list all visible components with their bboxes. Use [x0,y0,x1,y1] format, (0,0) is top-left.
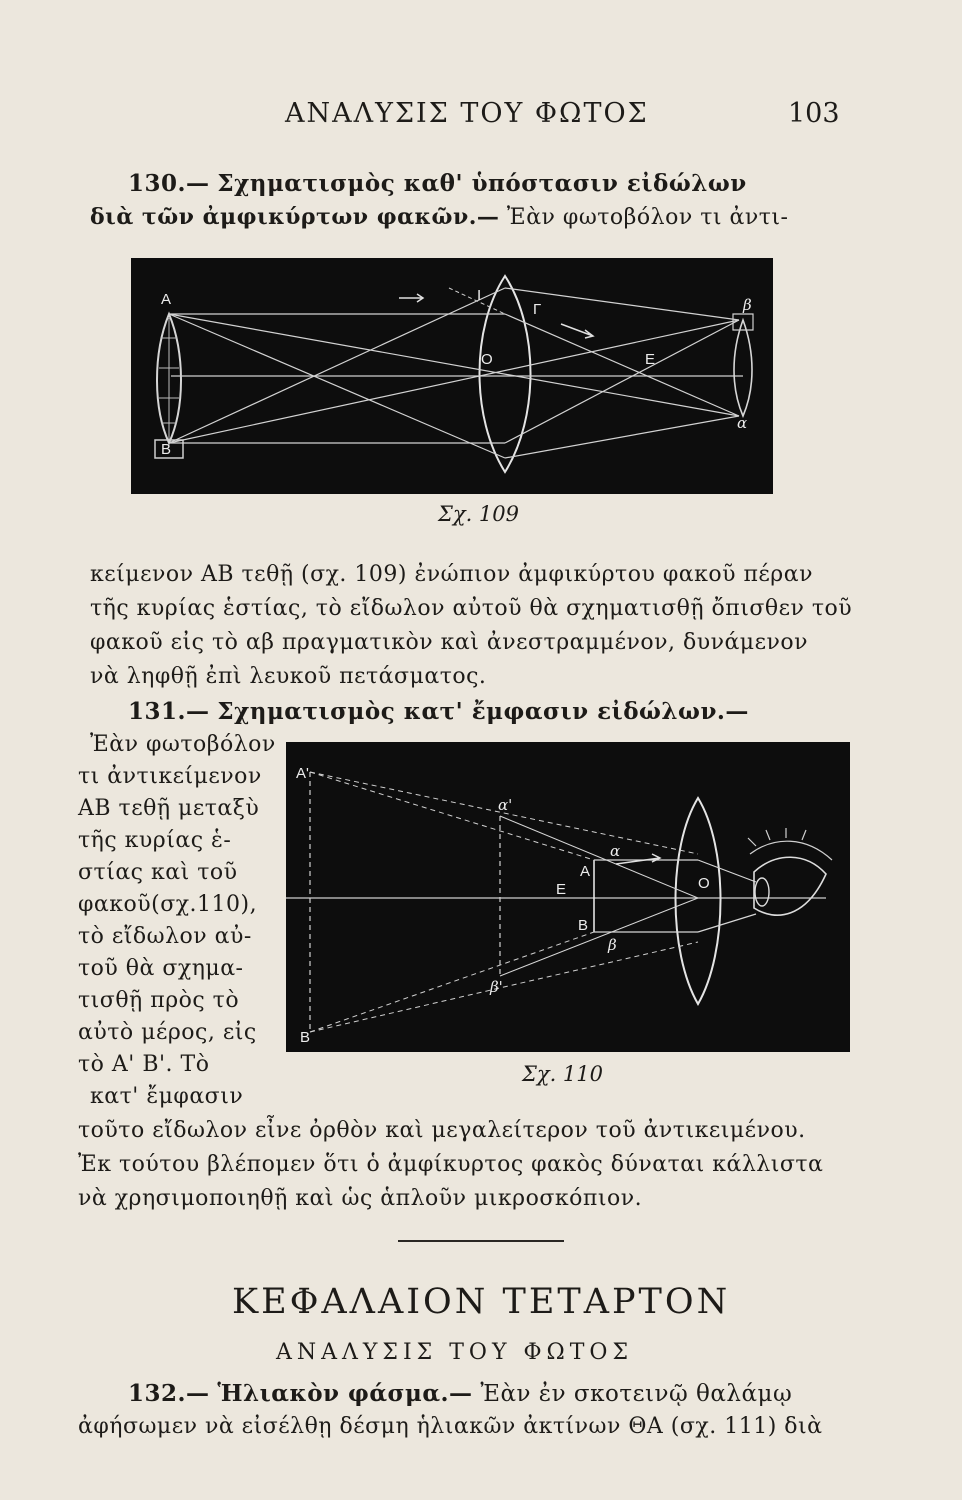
section-title: Σχηματισμὸς κατ' ἔμφασιν εἰδώλων.— [217,698,749,725]
figure-background [286,742,850,1052]
section-number: 131.— [128,698,210,725]
paragraph-line: τῆς κυρίας ἑστίας, τὸ εἴδωλον αὐτοῦ θὰ σχηματισθῇ ὄπισθεν τοῦ [90,596,853,621]
label-e: Ε [645,351,656,368]
section-131-heading [128,698,749,725]
section-number: 132.— [128,1380,210,1407]
paragraph-line: ἀφήσωμεν νὰ εἰσέλθῃ δέσμη ἡλιακῶν ἀκτίνων ΘΑ (σχ. 111) διὰ [78,1414,823,1439]
paragraph-line: φακοῦ εἰς τὸ αβ πραγματικὸν καὶ ἀνεστραμμένον, δυνάμενον [90,630,808,655]
figure-110-caption: Σχ. 110 [522,1062,604,1086]
section-130-line2 [90,204,788,230]
label-a: Α [161,291,172,308]
label-b: Β [161,441,172,458]
label-g: Γ [533,301,542,318]
section-number: 130.— [128,170,210,197]
label-a: Α [580,863,591,880]
narrow-line: τισθῇ πρὸς τὸ [78,988,240,1013]
narrow-line: τοῦ θὰ σχημα- [78,956,244,981]
narrow-line: τὸ Α' Β'. Τὸ [78,1052,210,1077]
section-130-heading [128,170,747,197]
narrow-line: αὐτὸ μέρος, εἰς [78,1020,257,1045]
narrow-line: φακοῦ(σχ.110), [78,892,258,917]
label-o: Ο [481,351,493,368]
page-number: 103 [788,98,840,129]
paragraph-line: νὰ ληφθῇ ἐπὶ λευκοῦ πετάσματος. [90,664,487,689]
narrow-line: Ἐὰν φωτοβόλον [90,732,276,757]
label-beta: β [608,936,617,954]
label-alpha: α [610,842,621,860]
label-alpha: α [737,414,748,432]
body-text: Ἐὰν ἐν σκοτεινῷ θαλάμῳ [480,1381,793,1407]
narrow-line: κατ' ἔμφασιν [90,1084,244,1109]
chapter-subtitle: ΑΝΑΛΥΣΙΣ ΤΟΥ ΦΩΤΟΣ [276,1340,633,1365]
paragraph-line: Ἐκ τούτου βλέπομεν ὅτι ὁ ἀμφίκυρτος φακὸς δύναται κάλλιστα [78,1152,824,1177]
narrow-line: στίας καὶ τοῦ [78,860,238,885]
chapter-title: ΚΕΦΑΛΑΙΟΝ ΤΕΤΑΡΤΟΝ [232,1282,731,1322]
label-b-prime: Β [300,1029,311,1046]
running-title: ΑΝΑΛΥΣΙΣ ΤΟΥ ΦΩΤΟΣ [285,98,649,129]
narrow-line: τὸ εἴδωλον αὐ- [78,924,252,949]
label-b: Β [578,917,589,934]
label-i: Ι [477,287,482,304]
label-alpha-prime: α' [498,796,513,814]
label-beta: β [743,296,752,314]
section-divider [398,1240,564,1242]
figure-109-diagram [131,258,773,494]
narrow-line: τι ἀντικείμενον [78,764,262,789]
label-e: Ε [556,881,567,898]
narrow-line: τῆς κυρίας ἑ- [78,828,232,853]
section-132-heading [128,1380,792,1407]
paragraph-line: τοῦτο εἴδωλον εἶνε ὀρθὸν καὶ μεγαλείτερον τοῦ ἀντικειμένου. [78,1118,806,1143]
figure-109-caption: Σχ. 109 [438,502,520,526]
paragraph-line: κείμενον ΑΒ τεθῇ (σχ. 109) ἐνώπιον ἀμφικύρτου φακοῦ πέραν [90,562,813,587]
figure-110-diagram [286,742,850,1052]
narrow-line: ΑΒ τεθῇ μεταξὺ [78,796,260,821]
section-title: Ἡλιακὸν φάσμα.— [217,1380,473,1407]
section-title-cont: διὰ τῶν ἀμφικύρτων φακῶν.— [90,204,500,230]
label-beta-prime: β' [490,978,503,996]
label-o: Ο [698,875,710,892]
label-a-prime: Α' [296,765,309,782]
body-text: Ἐὰν φωτοβόλον τι ἀντι- [506,205,789,230]
section-title: Σχηματισμὸς καθ' ὑπόστασιν εἰδώλων [217,170,747,197]
paragraph-line: νὰ χρησιμοποιηθῇ καὶ ὡς ἁπλοῦν μικροσκόπιον. [78,1186,643,1211]
